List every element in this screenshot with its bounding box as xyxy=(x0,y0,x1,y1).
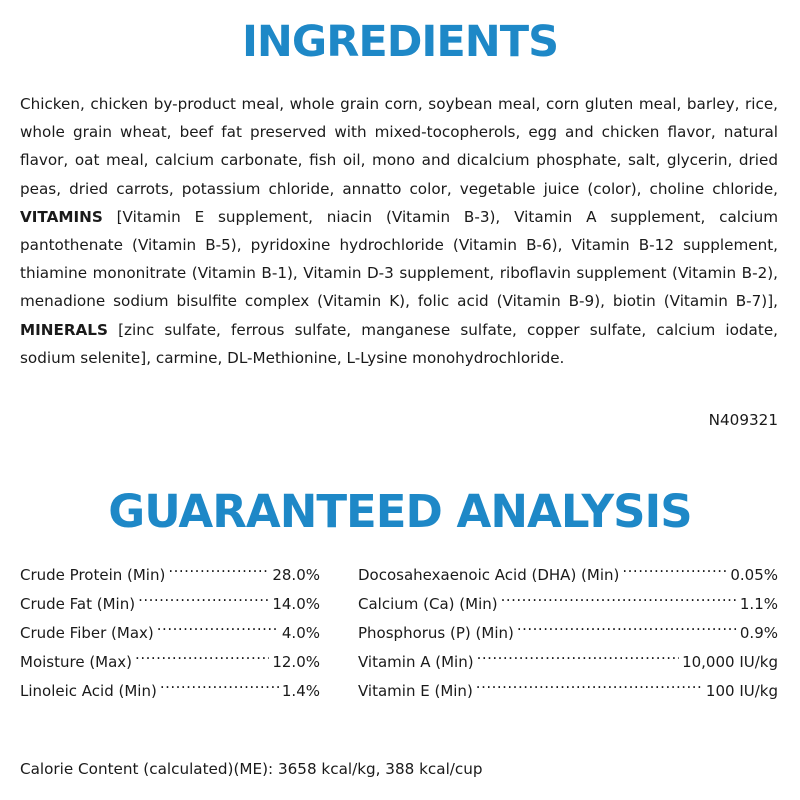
analysis-row xyxy=(358,619,778,648)
dot-leader xyxy=(501,594,737,609)
analysis-row xyxy=(358,648,778,677)
dot-leader xyxy=(168,565,269,580)
ingredients-heading: INGREDIENTS xyxy=(241,17,559,67)
analysis-label: Moisture (Max) xyxy=(20,653,133,671)
dot-leader xyxy=(517,623,737,638)
dot-leader xyxy=(622,565,727,580)
analysis-row xyxy=(358,561,778,590)
analysis-value: 1.1% xyxy=(739,595,778,613)
analysis-row xyxy=(20,677,320,706)
analysis-label: Linoleic Acid (Min) xyxy=(20,682,157,700)
analysis-label: Docosahexaenoic Acid (DHA) (Min) xyxy=(358,566,620,584)
analysis-label: Calcium (Ca) (Min) xyxy=(358,595,498,613)
analysis-value: 0.05% xyxy=(730,566,778,584)
analysis-value: 1.4% xyxy=(281,682,320,700)
analysis-row xyxy=(20,619,320,648)
dot-leader xyxy=(135,652,269,667)
ingredients-text-part2: [Vitamin E supplement, niacin (Vitamin B-3), Vitamin A supplement, calcium pantothenate (Vitamin B-5), pyridoxine hydrochloride (Vitamin B-6), Vitamin B-12 supplement, thiamine mononitrate (Vitamin B-1), Vitamin D-3 supplement, riboflavin supplement (Vitamin B-2), menadione sodium bisulfite complex (Vitamin K), folic acid (Vitamin B-9), biotin (Vitamin B-7)], xyxy=(20,207,778,311)
analysis-value: 12.0% xyxy=(272,653,320,671)
analysis-row xyxy=(358,590,778,619)
analysis-value: 14.0% xyxy=(272,595,320,613)
calorie-content: Calorie Content (calculated)(ME): 3658 kcal/kg, 388 kcal/cup xyxy=(20,760,483,778)
product-code: N409321 xyxy=(708,411,778,429)
ingredients-text-part3: [zinc sulfate, ferrous sulfate, manganese sulfate, copper sulfate, calcium iodate, sodium selenite], carmine, DL-Methionine, L-Lysine monohydrochloride. xyxy=(20,320,778,367)
analysis-row xyxy=(20,648,320,677)
analysis-value: 100 IU/kg xyxy=(705,682,778,700)
dot-leader xyxy=(157,623,279,638)
vitamins-label: VITAMINS xyxy=(20,207,103,226)
analysis-value: 28.0% xyxy=(272,566,320,584)
analysis-value: 10,000 IU/kg xyxy=(682,653,778,671)
dot-leader xyxy=(476,681,703,696)
analysis-value: 4.0% xyxy=(281,624,320,642)
analysis-label: Crude Fat (Min) xyxy=(20,595,136,613)
dot-leader xyxy=(477,652,680,667)
guaranteed-analysis-heading: GUARANTEED ANALYSIS xyxy=(108,485,692,538)
analysis-row xyxy=(20,590,320,619)
analysis-row xyxy=(358,677,778,706)
ingredients-text xyxy=(20,90,778,372)
minerals-label: MINERALS xyxy=(20,320,108,339)
analysis-right-column xyxy=(358,561,778,706)
analysis-row xyxy=(20,561,320,590)
dot-leader xyxy=(160,681,279,696)
analysis-label: Crude Protein (Min) xyxy=(20,566,166,584)
analysis-label: Phosphorus (P) (Min) xyxy=(358,624,514,642)
analysis-label: Vitamin A (Min) xyxy=(358,653,474,671)
analysis-label: Vitamin E (Min) xyxy=(358,682,473,700)
analysis-left-column xyxy=(20,561,320,706)
analysis-value: 0.9% xyxy=(739,624,778,642)
ingredients-text-part1: Chicken, chicken by-product meal, whole grain corn, soybean meal, corn gluten meal, barley, rice, whole grain wheat, beef fat preserved with mixed-tocopherols, egg and chicken flavor, natural flavor, oat meal, calcium carbonate, fish oil, mono and dicalcium phosphate, salt, glycerin, dried peas, dried carrots, potassium chloride, annatto color, vegetable juice (color), choline chloride, xyxy=(20,95,778,198)
dot-leader xyxy=(138,594,269,609)
analysis-label: Crude Fiber (Max) xyxy=(20,624,154,642)
